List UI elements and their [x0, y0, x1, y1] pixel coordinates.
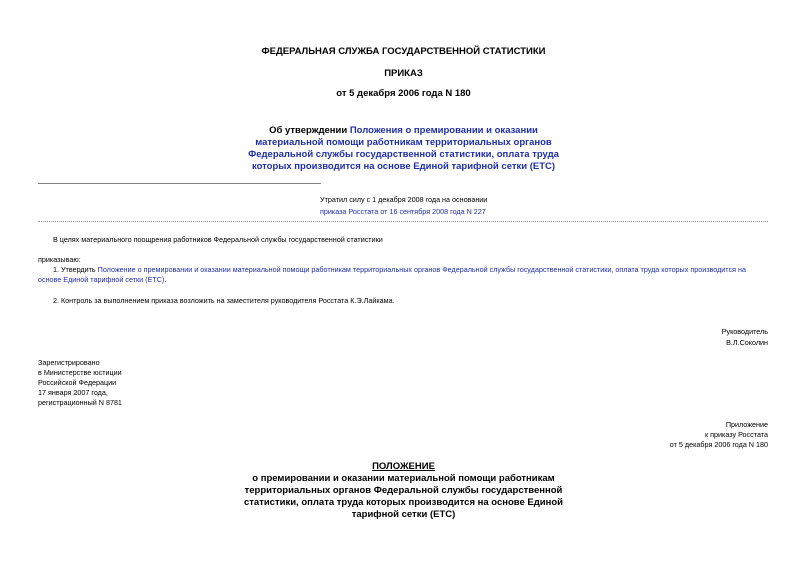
appendix-block [670, 420, 768, 450]
signature-name: В.Л.Соколин [726, 338, 768, 347]
registration-line: в Министерстве юстиции [38, 368, 122, 377]
item-1-prefix: 1. Утвердить [53, 265, 98, 274]
registration-line: Зарегистрировано [38, 358, 100, 367]
item-1-link[interactable]: Положение о премировании и оказании материальной помощи работникам территориальных органов Федеральной службы государственной статистики, оплата труда которых производится на основе Единой тарифной сетки (ЕТС) [38, 265, 746, 284]
registration-line: регистрационный N 8781 [38, 398, 122, 407]
subject-link[interactable]: Положения о премировании и оказании материальной помощи работникам территориальных органов Федеральной службы государственной статистики, оплата труда которых производится на основе Единой тарифной сетки (ЕТС) [248, 125, 559, 172]
agency-title: ФЕДЕРАЛЬНАЯ СЛУЖБА ГОСУДАРСТВЕННОЙ СТАТИСТИКИ [261, 46, 546, 57]
signature-title: Руководитель [721, 327, 768, 336]
doc-date: от 5 декабря 2006 года N 180 [336, 88, 471, 99]
regulation-line: о премировании и оказании материальной помощи работникам [252, 473, 555, 484]
item-2: 2. Контроль за выполнением приказа возложить на заместителя руководителя Росстата К.Э.Лайкама. [53, 296, 395, 305]
appendix-line: от 5 декабря 2006 года N 180 [669, 440, 768, 449]
separator-line [38, 183, 321, 184]
registration-line: 17 января 2007 года, [38, 388, 108, 397]
appendix-line: Приложение [725, 420, 768, 429]
appendix-line: к приказу Росстата [705, 430, 768, 439]
registration-line: Российской Федерации [38, 378, 117, 387]
regulation-block [0, 461, 807, 521]
status-note-link[interactable]: приказа Росстата от 16 сентября 2008 года N 227 [320, 207, 486, 216]
dotted-separator [38, 221, 768, 222]
doc-type-title: ПРИКАЗ [384, 68, 423, 79]
regulation-line: статистики, оплата труда которых производится на основе Единой [243, 497, 564, 508]
item-1-suffix: . [164, 275, 167, 284]
subject-prefix: Об утверждении [269, 125, 350, 136]
preamble-text: В целях материального поощрения работников Федеральной службы государственной статистики [53, 235, 383, 244]
item-1 [38, 265, 770, 285]
regulation-line: тарифной сетки (ЕТС) [351, 509, 456, 520]
regulation-line: территориальных органов Федеральной службы государственной [244, 485, 563, 496]
order-subject [235, 125, 572, 173]
status-note-text: Утратил силу с 1 декабря 2008 года на основании [320, 195, 488, 204]
registration-block [38, 358, 122, 408]
order-word: приказываю: [38, 255, 81, 264]
regulation-title: ПОЛОЖЕНИЕ [372, 461, 435, 472]
